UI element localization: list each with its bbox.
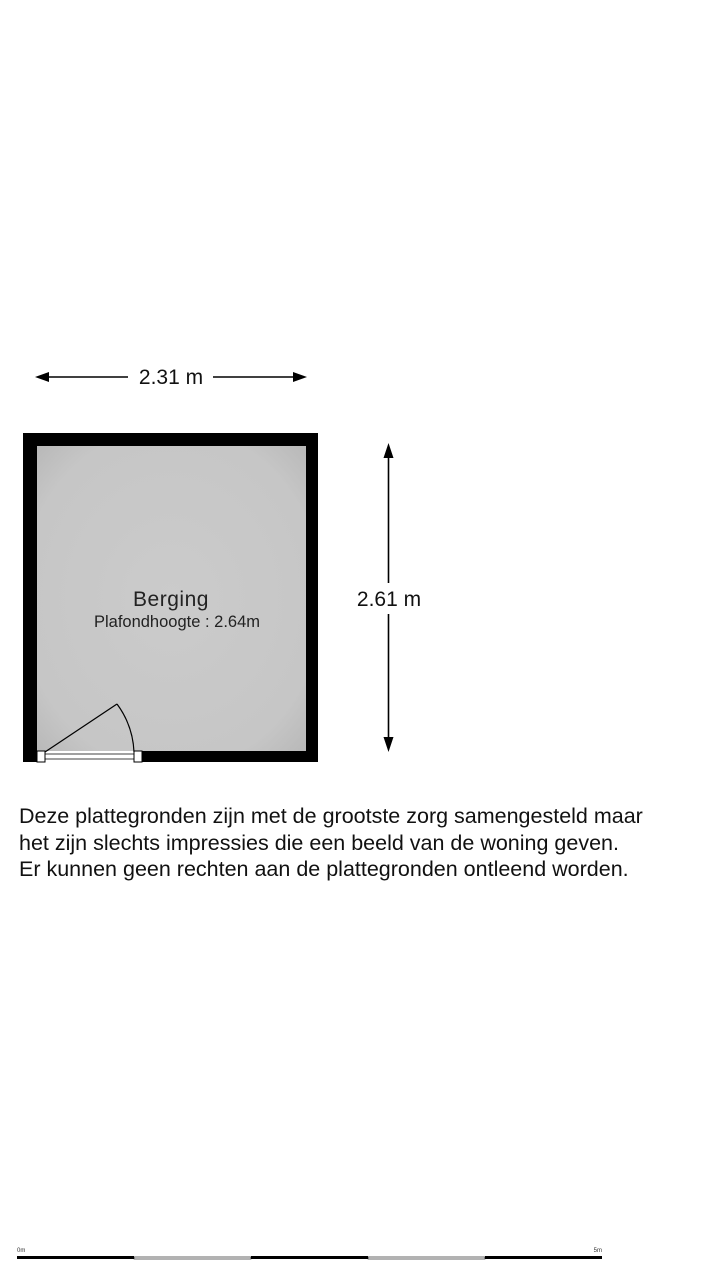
scale-bar-segment-5 xyxy=(485,1256,602,1259)
disclaimer-line-3: Er kunnen geen rechten aan de plattegronden ontleend worden. xyxy=(19,857,629,881)
scale-bar-segment-2 xyxy=(134,1257,251,1259)
height-arrow-bottom-icon xyxy=(384,737,394,752)
width-arrow-right-icon xyxy=(293,372,307,382)
width-dimension-label: 2.31 m xyxy=(138,366,204,389)
width-dimension xyxy=(35,366,307,389)
disclaimer-line-1: Deze plattegronden zijn met de grootste zorg samengesteld maar xyxy=(19,804,643,828)
door-opening xyxy=(38,751,142,762)
height-arrow-top-icon xyxy=(384,443,394,458)
width-arrow-left-icon xyxy=(35,372,49,382)
height-dimension-label: 2.61 m xyxy=(356,588,422,611)
door-frame-right xyxy=(134,751,142,762)
scale-bar-segment-1 xyxy=(17,1256,134,1259)
scale-bar xyxy=(17,1248,602,1259)
scale-bar-segment-4 xyxy=(368,1257,485,1259)
disclaimer-text xyxy=(19,803,719,883)
room-berging xyxy=(23,433,318,762)
door-frame-left xyxy=(37,751,45,762)
room-name-label: Berging xyxy=(133,588,209,611)
disclaimer-line-2: het zijn slechts impressies die een beeld van de woning geven. xyxy=(19,830,619,855)
scale-bar-end-label: 5m xyxy=(593,1248,602,1254)
scale-bar-start-label: 0m xyxy=(17,1248,26,1254)
ceiling-height-label: Plafondhoogte : 2.64m xyxy=(93,613,261,631)
scale-bar-segment-3 xyxy=(251,1256,368,1259)
height-dimension xyxy=(357,443,421,752)
